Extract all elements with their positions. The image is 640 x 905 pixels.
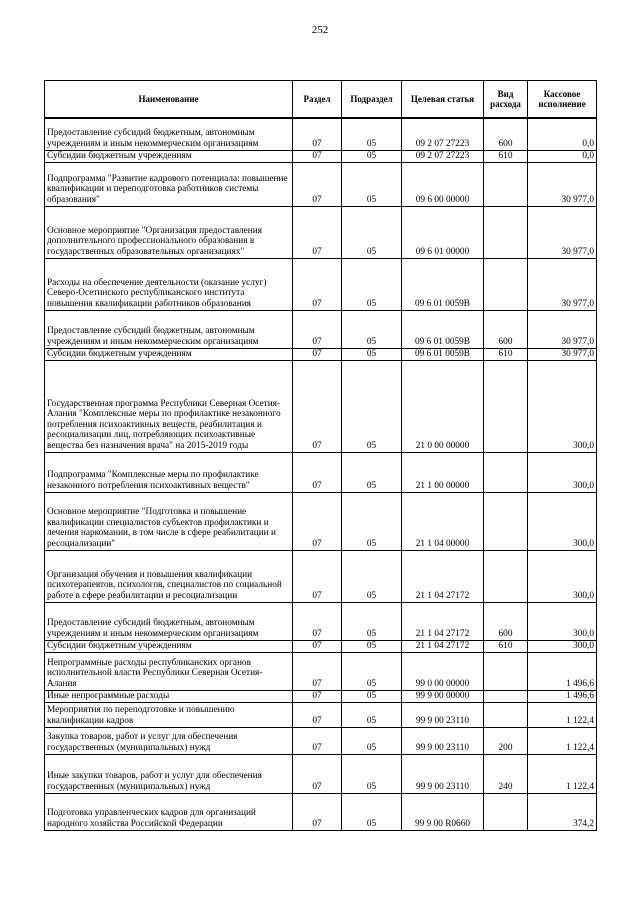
row-name: Основное мероприятие "Подготовка и повышение квалификации специалистов субъектов профилактики и лечения наркомании, в том числе в сфере реабилитации и ресоциализации" xyxy=(45,492,293,550)
row-subsection: 05 xyxy=(342,550,402,602)
row-cash: 1 122,4 xyxy=(528,727,597,754)
row-subsection: 05 xyxy=(342,360,402,452)
row-subsection: 05 xyxy=(342,118,402,150)
row-section: 07 xyxy=(293,258,342,310)
row-type xyxy=(484,360,528,452)
row-cash: 300,0 xyxy=(528,640,597,652)
row-subsection: 05 xyxy=(342,162,402,206)
row-section: 07 xyxy=(293,602,342,640)
row-name: Расходы на обеспечение деятельности (оказание услуг) Северо-Осетинского республиканского института повышения квалификации работников образования xyxy=(45,258,293,310)
row-cash: 300,0 xyxy=(528,452,597,492)
table-row xyxy=(45,492,597,550)
row-type xyxy=(484,702,528,727)
row-type: 240 xyxy=(484,754,528,793)
header-name: Наименование xyxy=(45,81,293,119)
table-row xyxy=(45,652,597,690)
row-target: 21 0 00 00000 xyxy=(402,360,484,452)
row-target: 21 1 04 27172 xyxy=(402,550,484,602)
header-target: Целевая статья xyxy=(402,81,484,119)
row-section: 07 xyxy=(293,690,342,702)
row-target: 09 6 01 0059В xyxy=(402,310,484,348)
row-cash: 300,0 xyxy=(528,360,597,452)
header-section: Раздел xyxy=(293,81,342,119)
row-name: Мероприятия по переподготовке и повышению квалификации кадров xyxy=(45,702,293,727)
row-type xyxy=(484,652,528,690)
row-target: 99 0 00 00000 xyxy=(402,652,484,690)
row-name: Субсидии бюджетным учреждениям xyxy=(45,640,293,652)
table-row xyxy=(45,690,597,702)
row-cash: 30 977,0 xyxy=(528,310,597,348)
row-target: 99 9 00 23110 xyxy=(402,727,484,754)
row-subsection: 05 xyxy=(342,640,402,652)
row-type xyxy=(484,690,528,702)
table-row xyxy=(45,360,597,452)
row-section: 07 xyxy=(293,150,342,162)
row-section: 07 xyxy=(293,310,342,348)
row-name: Организация обучения и повышения квалификации психотерапевтов, психологов, специалистов по социальной работе в сфере реабилитации и ресоциализации xyxy=(45,550,293,602)
row-section: 07 xyxy=(293,550,342,602)
row-type: 600 xyxy=(484,310,528,348)
row-cash: 30 977,0 xyxy=(528,206,597,258)
row-target: 99 9 00 R0660 xyxy=(402,793,484,830)
row-subsection: 05 xyxy=(342,258,402,310)
row-cash: 30 977,0 xyxy=(528,348,597,360)
table-row xyxy=(45,452,597,492)
row-section: 07 xyxy=(293,348,342,360)
row-name: Иные непрограммные расходы xyxy=(45,690,293,702)
row-section: 07 xyxy=(293,640,342,652)
row-type: 600 xyxy=(484,602,528,640)
row-subsection: 05 xyxy=(342,793,402,830)
row-type xyxy=(484,452,528,492)
row-section: 07 xyxy=(293,118,342,150)
row-type: 600 xyxy=(484,118,528,150)
row-type xyxy=(484,206,528,258)
table-row xyxy=(45,550,597,602)
table-header-row xyxy=(45,81,597,119)
row-name: Субсидии бюджетным учреждениям xyxy=(45,348,293,360)
row-section: 07 xyxy=(293,492,342,550)
row-cash: 300,0 xyxy=(528,550,597,602)
row-subsection: 05 xyxy=(342,310,402,348)
row-cash: 1 122,4 xyxy=(528,754,597,793)
row-name: Иные закупки товаров, работ и услуг для обеспечения государственных (муниципальных) нужд xyxy=(45,754,293,793)
row-target: 09 6 01 00000 xyxy=(402,206,484,258)
row-section: 07 xyxy=(293,727,342,754)
row-name: Подготовка управленческих кадров для организаций народного хозяйства Российской Федерации xyxy=(45,793,293,830)
row-subsection: 05 xyxy=(342,652,402,690)
row-target: 99 9 00 00000 xyxy=(402,690,484,702)
row-target: 09 6 01 0059В xyxy=(402,258,484,310)
row-target: 09 2 07 27223 xyxy=(402,150,484,162)
page-number: 252 xyxy=(311,24,329,36)
row-cash: 374,2 xyxy=(528,793,597,830)
row-cash: 1 496,6 xyxy=(528,652,597,690)
row-section: 07 xyxy=(293,754,342,793)
table-row xyxy=(45,150,597,162)
row-target: 21 1 04 27172 xyxy=(402,640,484,652)
row-target: 99 9 00 23110 xyxy=(402,702,484,727)
row-type xyxy=(484,162,528,206)
row-name: Закупка товаров, работ и услуг для обеспечения государственных (муниципальных) нужд xyxy=(45,727,293,754)
row-subsection: 05 xyxy=(342,702,402,727)
table-row xyxy=(45,727,597,754)
table-row xyxy=(45,702,597,727)
row-section: 07 xyxy=(293,652,342,690)
row-name: Субсидии бюджетным учреждениям xyxy=(45,150,293,162)
row-target: 21 1 00 00000 xyxy=(402,452,484,492)
row-type xyxy=(484,258,528,310)
row-section: 07 xyxy=(293,702,342,727)
row-name: Непрограммные расходы республиканских органов исполнительной власти Республики Северная Осетия-Алания xyxy=(45,652,293,690)
row-target: 21 1 04 27172 xyxy=(402,602,484,640)
row-name: Предоставление субсидий бюджетным, автономным учреждениям и иным некоммерческим организациям xyxy=(45,310,293,348)
row-cash: 30 977,0 xyxy=(528,258,597,310)
row-type xyxy=(484,492,528,550)
row-cash: 1 122,4 xyxy=(528,702,597,727)
row-subsection: 05 xyxy=(342,348,402,360)
row-type: 610 xyxy=(484,348,528,360)
row-name: Предоставление субсидий бюджетным, автономным учреждениям и иным некоммерческим организациям xyxy=(45,118,293,150)
budget-table xyxy=(44,80,597,831)
row-subsection: 05 xyxy=(342,452,402,492)
table-row xyxy=(45,258,597,310)
row-subsection: 05 xyxy=(342,727,402,754)
table-row xyxy=(45,640,597,652)
header-subsection: Подраздел xyxy=(342,81,402,119)
row-section: 07 xyxy=(293,793,342,830)
row-name: Подпрограмма "Развитие кадрового потенциала: повышение квалификации и переподготовка работников системы образования" xyxy=(45,162,293,206)
row-section: 07 xyxy=(293,162,342,206)
row-type: 610 xyxy=(484,150,528,162)
row-subsection: 05 xyxy=(342,602,402,640)
table-row xyxy=(45,754,597,793)
row-target: 99 9 00 23110 xyxy=(402,754,484,793)
table-row xyxy=(45,206,597,258)
table-row xyxy=(45,118,597,150)
table-row xyxy=(45,793,597,830)
row-type xyxy=(484,550,528,602)
row-target: 09 2 07 27223 xyxy=(402,118,484,150)
table-row xyxy=(45,162,597,206)
row-target: 21 1 04 00000 xyxy=(402,492,484,550)
row-cash: 0,0 xyxy=(528,150,597,162)
row-subsection: 05 xyxy=(342,150,402,162)
row-cash: 1 496,6 xyxy=(528,690,597,702)
row-target: 09 6 00 00000 xyxy=(402,162,484,206)
row-type: 610 xyxy=(484,640,528,652)
row-subsection: 05 xyxy=(342,206,402,258)
row-cash: 300,0 xyxy=(528,602,597,640)
row-name: Основное мероприятие "Организация предоставления дополнительного профессионального образования в государственных образовательных организациях" xyxy=(45,206,293,258)
row-subsection: 05 xyxy=(342,492,402,550)
row-subsection: 05 xyxy=(342,754,402,793)
row-cash: 300,0 xyxy=(528,492,597,550)
row-type: 200 xyxy=(484,727,528,754)
row-subsection: 05 xyxy=(342,690,402,702)
table-row xyxy=(45,310,597,348)
row-section: 07 xyxy=(293,360,342,452)
header-cash: Кассовое исполнение xyxy=(528,81,597,119)
row-cash: 0,0 xyxy=(528,118,597,150)
row-name: Предоставление субсидий бюджетным, автономным учреждениям и иным некоммерческим организациям xyxy=(45,602,293,640)
row-target: 09 6 01 0059В xyxy=(402,348,484,360)
table-row xyxy=(45,602,597,640)
row-name: Государственная программа Республики Северная Осетия-Алания "Комплексные меры по профилактике незаконного потребления психоактивных веществ, реабилитация и ресоциализации лиц, потребляющих психоактивные вещества без назначения врача" на 2015-2019 годы xyxy=(45,360,293,452)
row-section: 07 xyxy=(293,206,342,258)
row-type xyxy=(484,793,528,830)
table-row xyxy=(45,348,597,360)
row-section: 07 xyxy=(293,452,342,492)
row-cash: 30 977,0 xyxy=(528,162,597,206)
header-type: Вид расхода xyxy=(484,81,528,119)
row-name: Подпрограмма "Комплексные меры по профилактике незаконного потребления психоактивных веществ" xyxy=(45,452,293,492)
